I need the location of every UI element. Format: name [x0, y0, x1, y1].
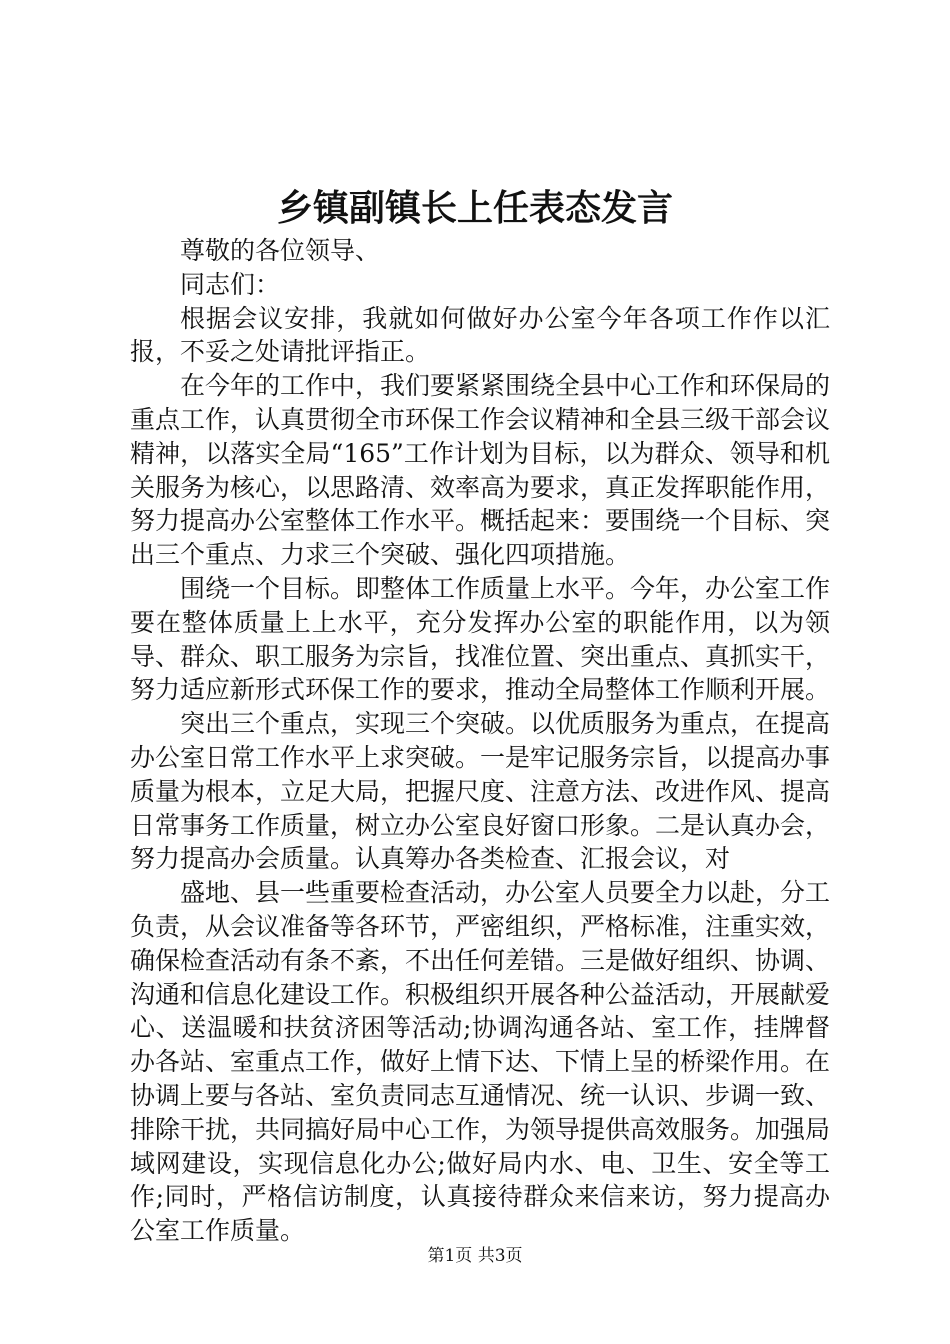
paragraph: 盛地、县一些重要检查活动，办公室人员要全力以赴，分工负责，从会议准备等各环节，严密组织，严格标准，注重实效，确保检查活动有条不紊，不出任何差错。三是做好组织、协调、沟通和信息化建设工作。积极组织开展各种公益活动，开展献爱心、送温暖和扶贫济困等活动;协调沟通各站、室工作，挂牌督办各站、室重点工作，做好上情下达、下情上呈的桥梁作用。在协调上要与各站、室负责同志互通情况、统一认识、步调一致、排除干扰，共同搞好局中心工作，为领导提供高效服务。加强局域网建设，实现信息化办公;做好局内水、电、卫生、安全等工作;同时，严格信访制度，认真接待群众来信来访，努力提高办公室工作质量。 — [130, 878, 831, 1246]
paragraph-salutation-2: 同志们： — [180, 269, 281, 299]
page-footer: 第1页 共3页 — [427, 1246, 523, 1266]
paragraph: 在今年的工作中，我们要紧紧围绕全县中心工作和环保局的重点工作，认真贯彻全市环保工作会议精神和全县三级干部会议精神，以落实全局“165”工作计划为目标，以为群众、领导和机关服务为核心，以思路清、效率高为要求，真正发挥职能作用，努力提高办公室整体工作水平。概括起来：要围绕一个目标、突出三个重点、力求三个突破、强化四项措施。 — [130, 371, 831, 570]
paragraph: 突出三个重点，实现三个突破。以优质服务为重点，在提高办公室日常工作水平上求突破。一是牢记服务宗旨，以提高办事质量为根本，立足大局，把握尺度、注意方法、改进作风、提高日常事务工作质量，树立办公室良好窗口形象。二是认真办会，努力提高办会质量。认真筹办各类检查、汇报会议，对 — [130, 709, 831, 874]
paragraph: 根据会议安排，我就如何做好办公室今年各项工作作以汇报，不妥之处请批评指正。 — [130, 303, 830, 367]
paragraph-salutation-1: 尊敬的各位领导、 — [180, 236, 381, 265]
paragraph: 围绕一个目标。即整体工作质量上水平。今年，办公室工作要在整体质量上上水平，充分发挥办公室的职能作用，以为领导、群众、职工服务为宗旨，找准位置、突出重点、真抓实干，努力适应新形式环保工作的要求，推动全局整体工作顺利开展。 — [130, 573, 831, 705]
page-title: 乡镇副镇长上任表态发言 — [276, 187, 673, 229]
document-body — [130, 234, 830, 1248]
